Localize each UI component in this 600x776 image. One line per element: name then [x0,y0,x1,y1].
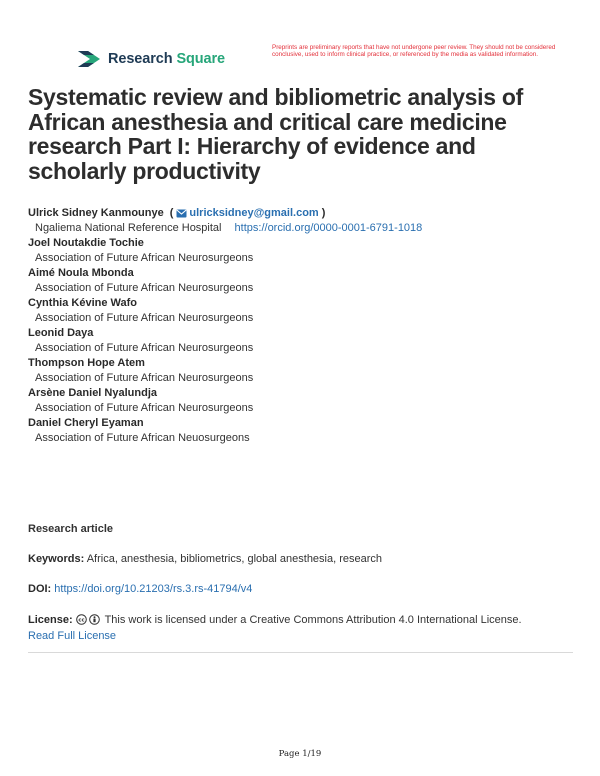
page-header [76,44,576,78]
svg-text:cc: cc [78,617,85,624]
research-square-logo[interactable] [76,48,225,70]
author-list [28,206,578,446]
author-entry [28,236,578,266]
author-affiliation: Association of Future African Neurosurgeons [35,341,254,354]
article-type: Research article [28,523,113,535]
author-entry [28,386,578,416]
orcid-link[interactable]: https://orcid.org/0000-0001-6791-1018 [234,221,423,234]
author-affiliation: Association of Future African Neurosurgeons [35,281,254,294]
page-number: Page 1/19 [278,749,322,759]
preprint-notice: Preprints are preliminary reports that have not undergone peer review. They should not be considered conclusive, used to inform clinical practice, or referenced by the media as validated information. [272,44,556,59]
author-entry [28,296,578,326]
divider [28,652,573,653]
author-name: Daniel Cheryl Eyaman [28,417,144,429]
author-name: Joel Noutakdie Tochie [28,237,144,249]
author-name: Cynthia Kévine Wafo [28,297,137,309]
author-name: Aimé Noula Mbonda [28,267,134,279]
keywords-label: Keywords: [28,553,85,565]
article-title: Systematic review and bibliometric analysis of African anesthesia and critical care medicine research Part I: Hierarchy of evidence and scholarly productivity [28,84,523,184]
author-name: Arsène Daniel Nyalundja [28,387,157,399]
author-affiliation: Association of Future African Neurosurgeons [35,401,254,414]
author-name: Thompson Hope Atem [28,357,145,369]
author-email-link[interactable]: ulricksidney@gmail.com [189,207,319,219]
doi-link[interactable]: https://doi.org/10.21203/rs.3.rs-41794/v4 [54,583,253,595]
author-name: Leonid Daya [28,327,94,339]
cc-icon [76,614,87,625]
author-affiliation: Association of Future African Neuosurgeons [35,431,250,444]
envelope-icon [176,209,187,218]
author-name: Ulrick Sidney Kanmounye [28,207,164,219]
license-block [28,612,578,644]
author-entry [28,416,578,446]
brand-name: Research Square [108,51,225,67]
license-text: This work is licensed under a Creative Commons Attribution 4.0 International License. [104,614,522,626]
corresponding-author: Ulrick Sidney Kanmounye ( ulricksidney@gmail.com ) Ngaliema National Reference Hospital https://orcid.org/0000-0001-6791-1018 [28,207,423,234]
doi-line [28,583,578,595]
doi-label: DOI: [28,583,52,595]
by-icon [89,614,100,625]
keywords-value: Africa, anesthesia, bibliometrics, global anesthesia, research [86,553,383,565]
author-affiliation: Association of Future African Neurosurgeons [35,251,254,264]
author-affiliation: Association of Future African Neurosurgeons [35,311,254,324]
author-entry [28,266,578,296]
author-entry [28,356,578,386]
research-square-logo-icon [76,48,102,70]
author-affiliation: Ngaliema National Reference Hospital [35,221,222,234]
keywords-line [28,553,578,565]
author-entry [28,326,578,356]
read-full-license-link[interactable]: Read Full License [28,630,117,642]
license-label: License: [28,614,73,626]
author-affiliation: Association of Future African Neurosurgeons [35,371,254,384]
